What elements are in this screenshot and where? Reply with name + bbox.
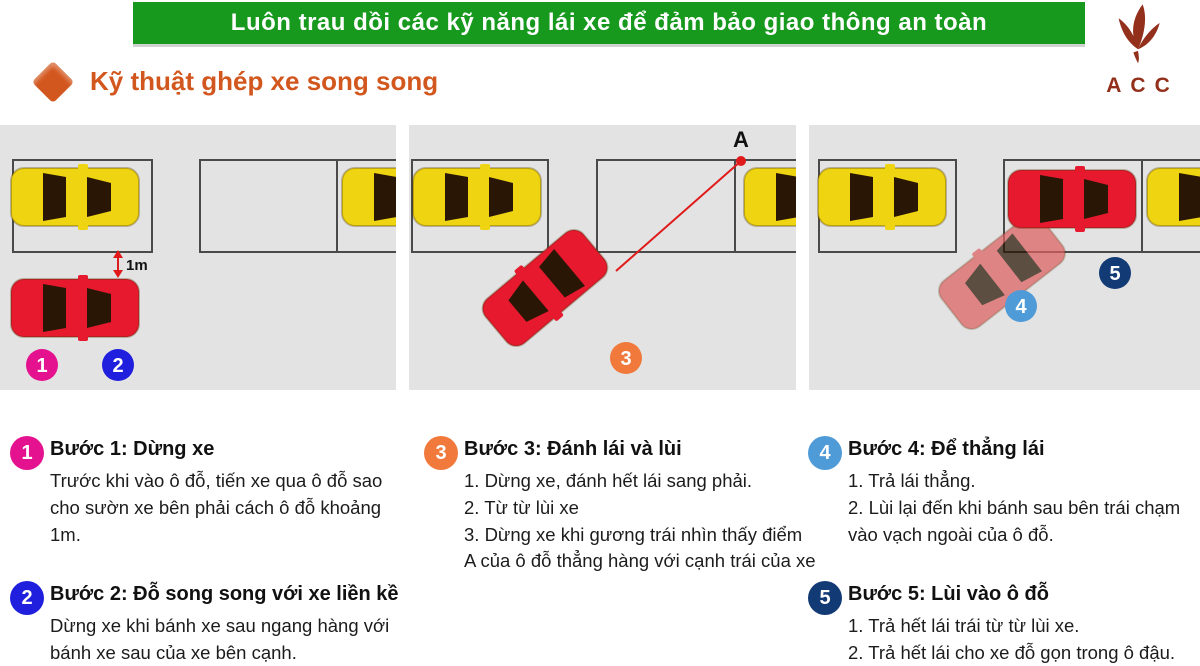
step-3-title: Bước 3: Đánh lái và lùi	[464, 438, 682, 460]
diagram-step3	[409, 125, 796, 390]
step-2-text: Dừng xe khi bánh xe sau ngang hàng với bánh xe sau của xe bên cạnh.	[50, 615, 390, 663]
parked-yellow-car-right	[1147, 164, 1200, 230]
parked-yellow-car-right	[744, 164, 796, 230]
point-A-dot	[736, 156, 746, 166]
step-2-block	[10, 583, 418, 666]
red-car-stopped	[11, 275, 139, 341]
banner-text: Luôn trau dồi các kỹ năng lái xe để đảm bảo giao thông an toàn	[230, 9, 988, 36]
marker-3	[610, 342, 642, 374]
step-1-text: Trước khi vào ô đỗ, tiến xe qua ô đỗ sao cho sườn xe bên phải cách ô đỗ khoảng 1m.	[50, 470, 383, 545]
distance-label: 1m	[126, 257, 148, 274]
step-5-item-2: 2. Trả hết lái cho xe đỗ gọn trong ô đậu.	[848, 641, 1176, 663]
step-5-badge: 5	[808, 581, 842, 615]
top-banner	[133, 2, 1085, 44]
marker-1	[26, 349, 58, 381]
step-1-block	[10, 438, 402, 548]
step-4-badge: 4	[808, 436, 842, 470]
svg-text:5: 5	[1109, 263, 1121, 285]
step-3-item-2: 2. Từ từ lùi xe	[464, 496, 579, 518]
logo-text: ACC	[1106, 74, 1179, 97]
marker-2	[102, 349, 134, 381]
diagram-step4-5	[809, 125, 1200, 390]
step-5-title: Bước 5: Lùi vào ô đỗ	[848, 583, 1049, 605]
parked-yellow-car-left	[818, 164, 946, 230]
svg-text:3: 3	[620, 348, 632, 370]
parked-yellow-car-left	[413, 164, 541, 230]
acc-logo	[1096, 4, 1180, 104]
svg-text:4: 4	[1015, 296, 1027, 318]
step-4-item-1: 1. Trả lái thẳng.	[848, 470, 976, 491]
step-5-item-1: 1. Trả hết lái trái từ từ lùi xe.	[848, 615, 1080, 636]
step-3-badge: 3	[424, 436, 458, 470]
step-4-item-2: 2. Lùi lại đến khi bánh sau bên trái chạm vào vạch ngoài của ô đỗ.	[848, 496, 1181, 545]
svg-text:1: 1	[36, 355, 48, 377]
step-1-badge: 1	[10, 436, 44, 470]
distance-arrow	[113, 250, 148, 278]
step-1-title: Bước 1: Dừng xe	[50, 438, 215, 460]
step-4-block	[808, 438, 1200, 548]
step-3-item-1: 1. Dừng xe, đánh hết lái sang phải.	[464, 470, 753, 491]
parked-yellow-car-right	[342, 164, 396, 230]
section-title-row	[38, 66, 438, 97]
step-5-block	[808, 583, 1200, 666]
step-3-block	[424, 438, 816, 575]
flame-icon	[1107, 4, 1169, 76]
red-car-parked	[1008, 166, 1136, 232]
parked-yellow-car-left	[11, 164, 139, 230]
step-4-title: Bước 4: Để thẳng lái	[848, 438, 1045, 460]
step-3-item-3: 3. Dừng xe khi gương trái nhìn thấy điểm A của ô đỗ thẳng hàng với cạnh trái của xe	[464, 523, 816, 572]
diagram-step1-2	[0, 125, 396, 390]
step-2-title: Bước 2: Đỗ song song với xe liền kề	[50, 583, 399, 605]
sight-line-to-point-A	[616, 127, 749, 271]
diamond-icon	[32, 60, 74, 102]
section-title: Kỹ thuật ghép xe song song	[90, 66, 439, 96]
point-A-label: A	[733, 127, 749, 152]
svg-text:2: 2	[112, 355, 124, 377]
marker-5	[1099, 257, 1131, 289]
marker-4	[1005, 290, 1037, 322]
step-2-badge: 2	[10, 581, 44, 615]
red-car-angled	[475, 222, 615, 355]
